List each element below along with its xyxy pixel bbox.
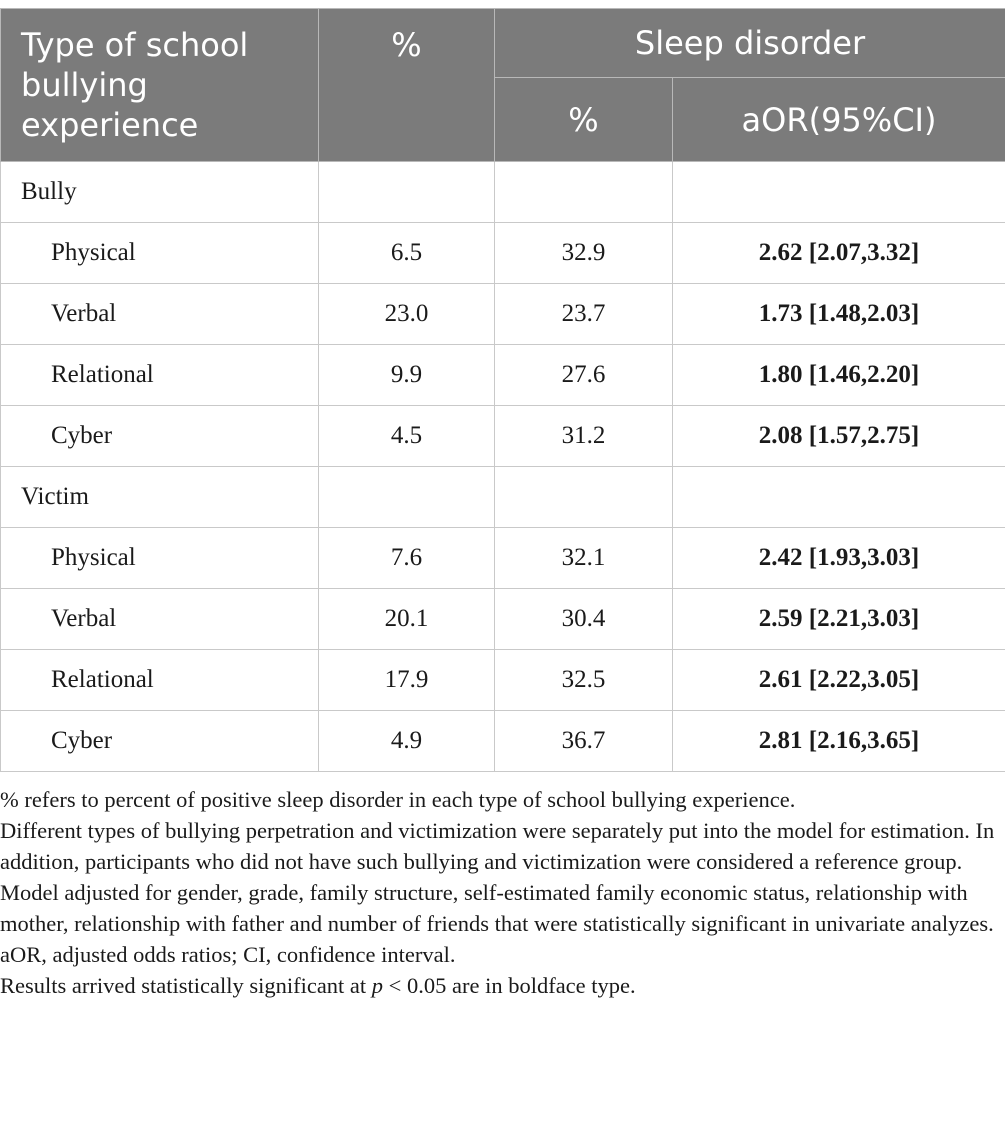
empty-cell <box>495 467 673 528</box>
group-row-victim <box>1 467 1005 528</box>
footnote-significance-p: p <box>371 973 384 998</box>
row-percent: 4.5 <box>319 406 495 467</box>
table-row <box>1 589 1005 650</box>
group-label: Victim <box>1 467 319 528</box>
group-label: Bully <box>1 162 319 223</box>
table-row <box>1 345 1005 406</box>
footnote-significance-suffix: < 0.05 are in boldface type. <box>383 973 636 998</box>
empty-cell <box>319 162 495 223</box>
row-aor: 2.08 [1.57,2.75] <box>673 406 1005 467</box>
header-sleep-disorder: Sleep disorder <box>495 9 1005 78</box>
row-sleep-percent: 31.2 <box>495 406 673 467</box>
row-aor: 2.59 [2.21,3.03] <box>673 589 1005 650</box>
empty-cell <box>319 467 495 528</box>
row-type-label: Physical <box>1 223 319 284</box>
table-header <box>1 9 1005 162</box>
header-sleep-percent: % <box>495 78 673 162</box>
table-footnotes <box>0 784 1005 1001</box>
row-sleep-percent: 30.4 <box>495 589 673 650</box>
row-percent: 7.6 <box>319 528 495 589</box>
table-body <box>1 162 1005 772</box>
row-type-label: Verbal <box>1 284 319 345</box>
empty-cell <box>673 162 1005 223</box>
group-row-bully <box>1 162 1005 223</box>
row-sleep-percent: 32.5 <box>495 650 673 711</box>
header-percent: % <box>319 9 495 162</box>
row-type-label: Cyber <box>1 711 319 772</box>
row-type-label: Physical <box>1 528 319 589</box>
table-row <box>1 711 1005 772</box>
footnote-model-estimation: Different types of bullying perpetration and victimization were separately put into the model for estimation. In addition, participants who did not have such bullying and victimization were considered a reference group. <box>0 818 995 874</box>
row-percent: 4.9 <box>319 711 495 772</box>
row-percent: 20.1 <box>319 589 495 650</box>
table-row <box>1 223 1005 284</box>
row-sleep-percent: 32.9 <box>495 223 673 284</box>
table-row <box>1 528 1005 589</box>
header-row-top <box>1 9 1005 78</box>
empty-cell <box>673 467 1005 528</box>
table-row <box>1 406 1005 467</box>
row-percent: 23.0 <box>319 284 495 345</box>
row-sleep-percent: 27.6 <box>495 345 673 406</box>
row-aor: 1.80 [1.46,2.20] <box>673 345 1005 406</box>
row-aor: 2.61 [2.22,3.05] <box>673 650 1005 711</box>
row-sleep-percent: 23.7 <box>495 284 673 345</box>
header-type-of-bullying: Type of school bullying experience <box>1 9 319 162</box>
row-percent: 9.9 <box>319 345 495 406</box>
empty-cell <box>495 162 673 223</box>
row-percent: 6.5 <box>319 223 495 284</box>
table-row <box>1 650 1005 711</box>
header-aor: aOR(95%CI) <box>673 78 1005 162</box>
footnote-significance <box>0 970 1005 1001</box>
footnote-percent-definition: % refers to percent of positive sleep disorder in each type of school bullying experience. <box>0 787 796 812</box>
row-aor: 1.73 [1.48,2.03] <box>673 284 1005 345</box>
row-type-label: Relational <box>1 345 319 406</box>
table-row <box>1 284 1005 345</box>
row-type-label: Verbal <box>1 589 319 650</box>
footnote-model-adjustment: Model adjusted for gender, grade, family structure, self-estimated family economic status, relationship with mother, relationship with father and number of friends that were statistically significant in univariate analyzes. <box>0 880 994 936</box>
results-table <box>0 8 1005 772</box>
row-sleep-percent: 32.1 <box>495 528 673 589</box>
footnote-abbreviations: aOR, adjusted odds ratios; CI, confidence interval. <box>0 942 456 967</box>
row-aor: 2.62 [2.07,3.32] <box>673 223 1005 284</box>
row-aor: 2.81 [2.16,3.65] <box>673 711 1005 772</box>
row-aor: 2.42 [1.93,3.03] <box>673 528 1005 589</box>
row-percent: 17.9 <box>319 650 495 711</box>
row-type-label: Cyber <box>1 406 319 467</box>
row-type-label: Relational <box>1 650 319 711</box>
row-sleep-percent: 36.7 <box>495 711 673 772</box>
footnote-significance-prefix: Results arrived statistically significant at <box>0 973 372 998</box>
